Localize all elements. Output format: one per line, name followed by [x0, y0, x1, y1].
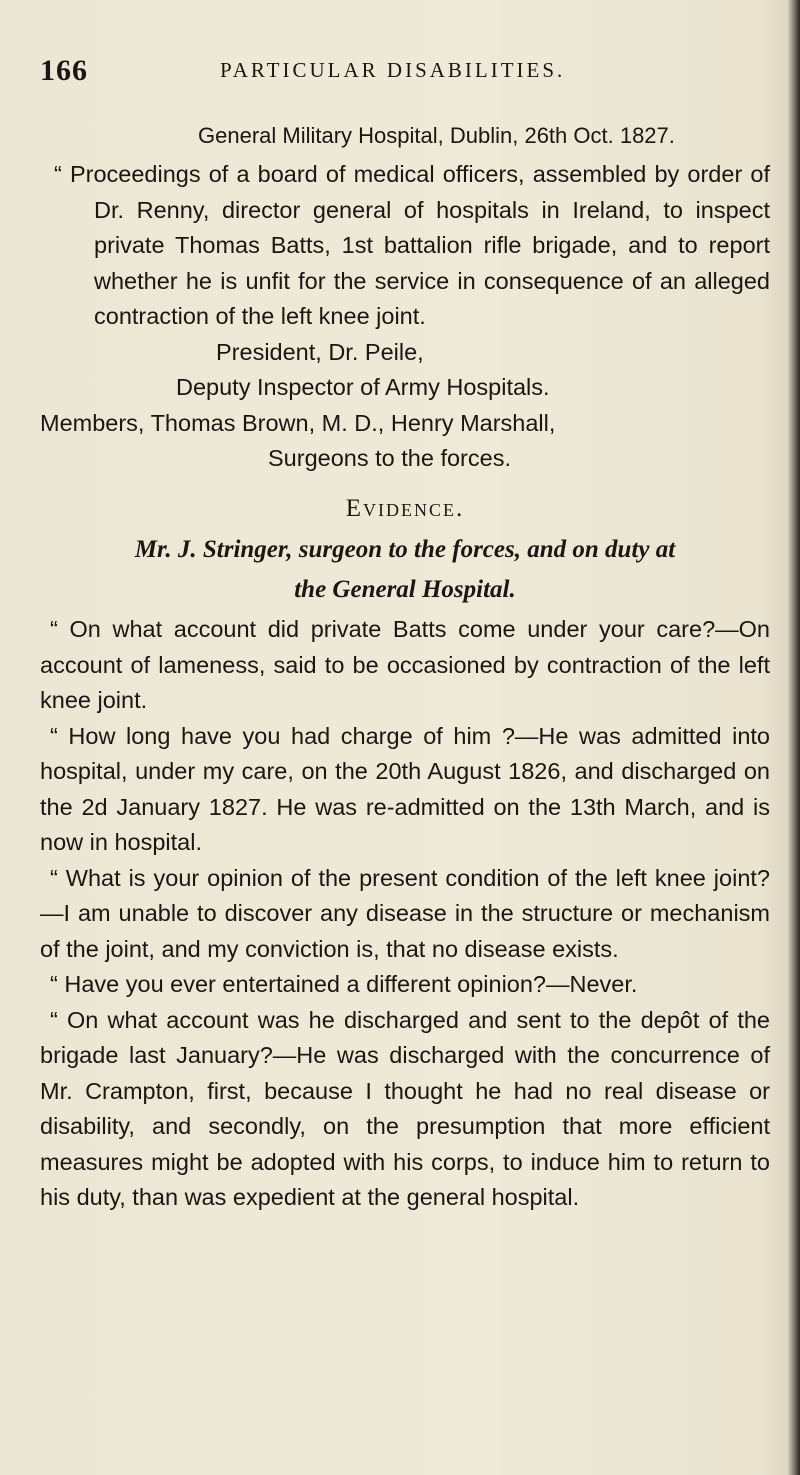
page-number: 166: [40, 54, 88, 87]
members-title: Surgeons to the forces.: [268, 445, 511, 471]
president-title: Deputy Inspector of Army Hospitals.: [176, 374, 550, 400]
evidence-heading: Evidence.: [345, 494, 465, 522]
evidence-paragraph: “ How long have you had charge of him ?—He was admitted into hospital, under my care, on the 20th August 1826, and discharged on the 2d January 1827. He was re-admitted on the 13th March, and is now in hospital.: [40, 722, 770, 855]
evidence-paragraph: “ Have you ever entertained a different opinion?—Never.: [50, 971, 638, 997]
running-title: PARTICULAR DISABILITIES.: [220, 58, 566, 82]
witness-line: Mr. J. Stringer, surgeon to the forces, and on duty at: [134, 536, 676, 563]
proceedings-paragraph: “ Proceedings of a board of medical officers, assembled by order of Dr. Renny, director general of hospitals in Ireland, to inspect private Thomas Batts, 1st battalion rifle brigade, and to report whether he is unfit for the service in consequence of an alleged contraction of the left knee joint.: [54, 161, 770, 329]
evidence-paragraph: “ On what account did private Batts come under your care?—On account of lameness, said to be occasioned by contraction of the left knee joint.: [40, 616, 770, 713]
members-line: Members, Thomas Brown, M. D., Henry Marshall,: [40, 409, 556, 436]
evidence-paragraph: “ On what account was he discharged and sent to the depôt of the brigade last January?—He was discharged with the concurrence of Mr. Crampton, first, because I thought he had no real disease or disability, and secondly, on the presumption that more efficient measures might be adopted with his corps, to induce him to return to his duty, than was expedient at the general hospital.: [40, 1006, 770, 1210]
witness-location: the General Hospital.: [294, 576, 516, 603]
page-edge-shadow: [788, 0, 800, 1475]
president-line: President, Dr. Peile,: [216, 338, 424, 365]
page-body: [40, 118, 770, 1216]
running-head: [40, 54, 770, 94]
dateline: General Military Hospital, Dublin, 26th Oct. 1827.: [198, 123, 675, 148]
evidence-paragraph: “ What is your opinion of the present condition of the left knee joint?—I am unable to discover any disease in the structure or mechanism of the joint, and my conviction is, that no disease exists.: [40, 864, 770, 962]
